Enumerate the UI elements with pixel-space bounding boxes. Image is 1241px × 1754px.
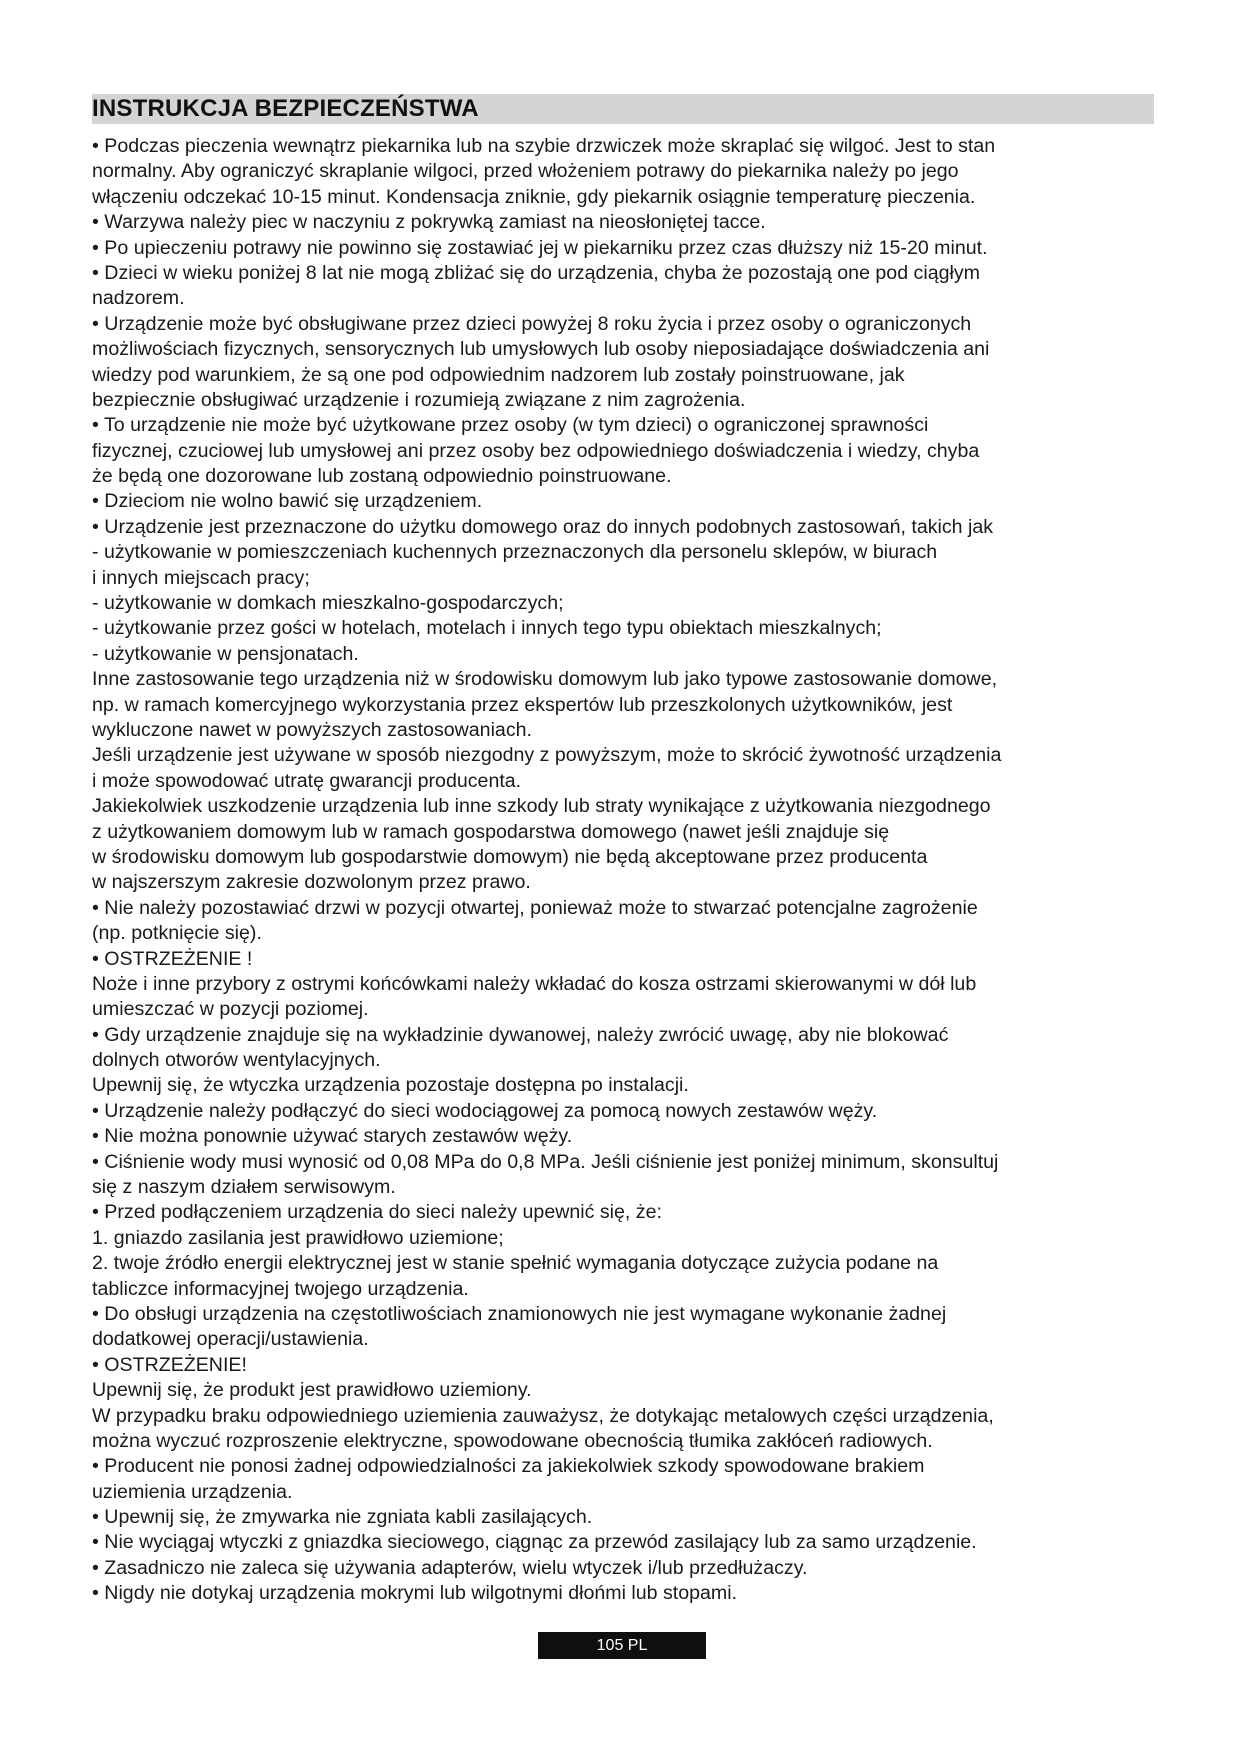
text-line: dolnych otworów wentylacyjnych. [92, 1049, 381, 1072]
text-line: • Warzywa należy piec w naczyniu z pokrywką zamiast na nieosłoniętej tacce. [92, 211, 766, 234]
text-line: możliwościach fizycznych, sensorycznych lub umysłowych lub osoby nieposiadające doświadczenia ani [92, 338, 990, 361]
text-line: • Przed podłączeniem urządzenia do sieci należy upewnić się, że: [92, 1201, 662, 1224]
text-line: dodatkowej operacji/ustawienia. [92, 1328, 369, 1351]
text-line: umieszczać w pozycji poziomej. [92, 998, 369, 1021]
text-line: • Dzieci w wieku poniżej 8 lat nie mogą zbliżać się do urządzenia, chyba że pozostają one pod ciągłym [92, 261, 980, 284]
text-line: • OSTRZEŻENIE! [92, 1353, 247, 1376]
text-line: (np. potknięcie się). [92, 922, 262, 945]
text-line: • Urządzenie należy podłączyć do sieci wodociągowej za pomocą nowych zestawów węży. [92, 1099, 878, 1122]
text-line: • Dzieciom nie wolno bawić się urządzeniem. [92, 490, 483, 513]
text-line: i może spowodować utratę gwarancji producenta. [92, 769, 522, 792]
text-line: • Gdy urządzenie znajduje się na wykładzinie dywanowej, należy zwrócić uwagę, aby nie blokować [92, 1023, 949, 1046]
text-line: w środowisku domowym lub gospodarstwie domowym) nie będą akceptowane przez producenta [92, 845, 928, 868]
text-line: uziemienia urządzenia. [92, 1480, 293, 1503]
text-line: 1. gniazdo zasilania jest prawidłowo uziemione; [92, 1226, 504, 1249]
text-line: - użytkowanie przez gości w hotelach, motelach i innych tego typu obiektach mieszkalnych; [92, 617, 882, 640]
text-line: • Urządzenie może być obsługiwane przez dzieci powyżej 8 roku życia i przez osoby o ograniczonych [92, 312, 972, 335]
text-line: Noże i inne przybory z ostrymi końcówkami należy wkładać do kosza ostrzami skierowanymi w dół lub [92, 972, 977, 995]
text-line: Upewnij się, że produkt jest prawidłowo uziemiony. [92, 1379, 532, 1402]
text-line: np. w ramach komercyjnego wykorzystania przez ekspertów lub przeszkolonych użytkowników, jest [92, 693, 953, 716]
text-line: Inne zastosowanie tego urządzenia niż w środowisku domowym lub jako typowe zastosowanie domowe, [92, 668, 998, 691]
text-line: • Nigdy nie dotykaj urządzenia mokrymi lub wilgotnymi dłońmi lub stopami. [92, 1582, 738, 1605]
safety-instructions-text [92, 134, 1192, 1607]
text-line: • Zasadniczo nie zaleca się używania adapterów, wielu wtyczek i/lub przedłużaczy. [92, 1556, 808, 1579]
text-line: że będą one dozorowane lub zostaną odpowiednio poinstruowane. [92, 465, 672, 488]
text-line: Upewnij się, że wtyczka urządzenia pozostaje dostępna po instalacji. [92, 1074, 689, 1097]
text-line: z użytkowaniem domowym lub w ramach gospodarstwa domowego (nawet jeśli znajduje się [92, 820, 890, 843]
text-line: można wyczuć rozproszenie elektryczne, spowodowane obecnością tłumika zakłóceń radiowych. [92, 1429, 933, 1452]
text-line: fizycznej, czuciowej lub umysłowej ani przez osoby bez odpowiedniego doświadczenia i wiedzy, chyba [92, 439, 980, 462]
text-line: 2. twoje źródło energii elektrycznej jest w stanie spełnić wymagania dotyczące zużycia podane na [92, 1252, 939, 1275]
text-line: bezpiecznie obsługiwać urządzenie i rozumieją związane z nim zagrożenia. [92, 388, 746, 411]
text-line: • To urządzenie nie może być użytkowane przez osoby (w tym dzieci) o ograniczonej sprawności [92, 414, 929, 437]
page-title: INSTRUKCJA BEZPIECZEŃSTWA [92, 95, 479, 122]
page-number: 105 PL [538, 1632, 706, 1659]
text-line: wykluczone nawet w powyższych zastosowaniach. [92, 718, 532, 741]
text-line: • Upewnij się, że zmywarka nie zgniata kabli zasilających. [92, 1506, 593, 1529]
text-line: • Nie należy pozostawiać drzwi w pozycji otwartej, ponieważ może to stwarzać potencjalne zagrożenie [92, 896, 978, 919]
text-line: tabliczce informacyjnej twojego urządzenia. [92, 1277, 469, 1300]
text-line: w najszerszym zakresie dozwolonym przez prawo. [92, 871, 531, 894]
text-line: - użytkowanie w pomieszczeniach kuchennych przeznaczonych dla personelu sklepów, w biurach [92, 541, 938, 564]
text-line: • Do obsługi urządzenia na częstotliwościach znamionowych nie jest wymagane wykonanie żadnej [92, 1302, 947, 1325]
text-line: • Producent nie ponosi żadnej odpowiedzialności za jakiekolwiek szkody spowodowane brakiem [92, 1455, 925, 1478]
text-line: i innych miejscach pracy; [92, 566, 310, 589]
text-line: wiedzy pod warunkiem, że są one pod odpowiednim nadzorem lub zostały poinstruowane, jak [92, 363, 905, 386]
text-line: Jeśli urządzenie jest używane w sposób niezgodny z powyższym, może to skrócić żywotność urządzenia [92, 744, 1002, 767]
text-line: się z naszym działem serwisowym. [92, 1176, 396, 1199]
text-line: - użytkowanie w domkach mieszkalno-gospodarczych; [92, 592, 564, 615]
text-line: włączeniu odczekać 10-15 minut. Kondensacja zniknie, gdy piekarnik osiągnie temperaturę pieczenia. [92, 185, 976, 208]
text-line: nadzorem. [92, 287, 185, 310]
text-line: • Po upieczeniu potrawy nie powinno się zostawiać jej w piekarniku przez czas dłuższy niż 15-20 minut. [92, 236, 988, 259]
text-line: • Podczas pieczenia wewnątrz piekarnika lub na szybie drzwiczek może skraplać się wilgoć. Jest to stan [92, 135, 996, 157]
text-line: • Nie wyciągaj wtyczki z gniazdka sieciowego, ciągnąc za przewód zasilający lub za samo urządzenie. [92, 1531, 977, 1554]
text-line: Jakiekolwiek uszkodzenie urządzenia lub inne szkody lub straty wynikające z użytkowania niezgodnego [92, 795, 991, 818]
text-line: W przypadku braku odpowiedniego uziemienia zauważysz, że dotykając metalowych części urządzenia, [92, 1404, 994, 1427]
text-line: • Ciśnienie wody musi wynosić od 0,08 MPa do 0,8 MPa. Jeśli ciśnienie jest poniżej minimum, skonsultuj [92, 1150, 999, 1173]
text-line: - użytkowanie w pensjonatach. [92, 642, 359, 665]
text-line: • OSTRZEŻENIE ! [92, 947, 253, 970]
text-line: normalny. Aby ograniczyć skraplanie wilgoci, przed włożeniem potrawy do piekarnika należy po jego [92, 160, 959, 183]
text-line: • Urządzenie jest przeznaczone do użytku domowego oraz do innych podobnych zastosowań, takich jak [92, 515, 994, 538]
text-line: • Nie można ponownie używać starych zestawów węży. [92, 1125, 573, 1148]
